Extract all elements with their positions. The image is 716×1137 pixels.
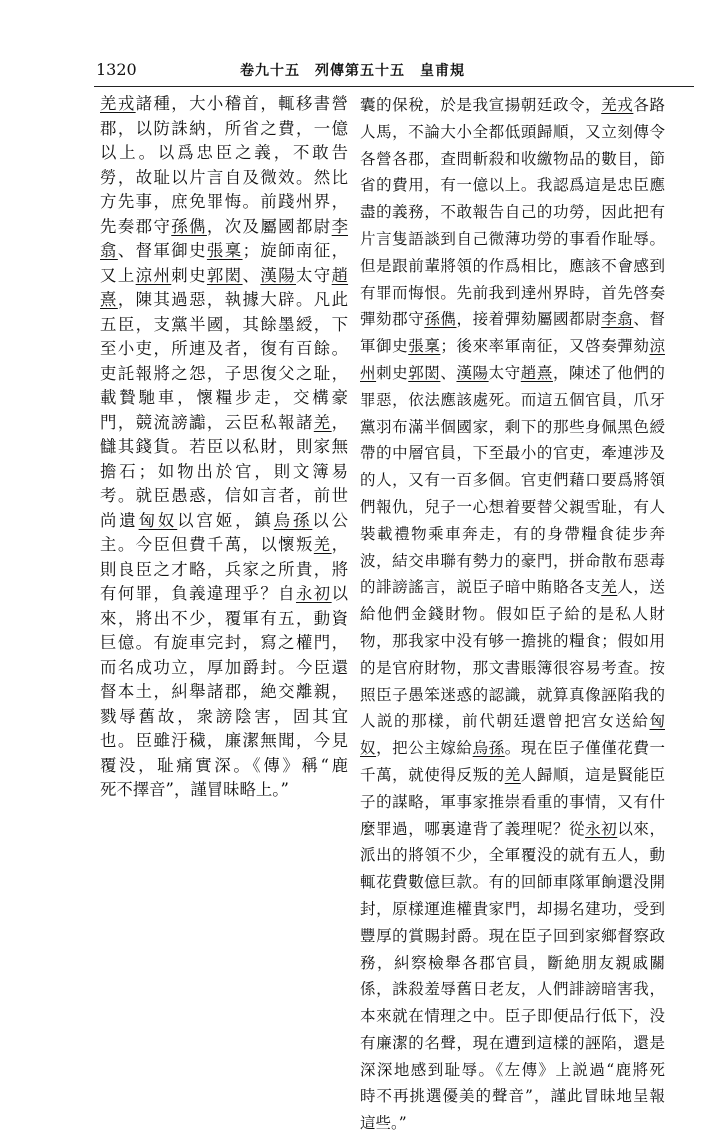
text-segment: 諸種，大小稽首，輒移書營 (135, 94, 349, 113)
text-segment: 以來， (617, 819, 665, 838)
translation-line (360, 1003, 665, 1030)
text-segment: 勞，故耻以片言自及微效。然比 (100, 167, 348, 187)
proper-name: 羌 (313, 412, 332, 432)
classical-line (100, 558, 348, 583)
text-segment: 讎其錢貨。若臣以私財，則家無 (100, 437, 348, 456)
classical-line (100, 680, 348, 705)
translation-line (360, 306, 665, 333)
classical-line (100, 166, 348, 191)
text-segment: 這些。” (360, 1114, 407, 1133)
text-segment: 子的謀略，軍事家推崇看重的事情，又有什 (360, 792, 665, 811)
translation-line (360, 923, 665, 950)
text-segment: 囊的保稅，於是我宣揚朝廷政令， (360, 96, 602, 114)
translation-line (360, 789, 665, 816)
text-segment: 至小吏，所連及者，復有百餘。 (100, 339, 348, 358)
text-segment: 裝載禮物乘車奔走，有的身帶糧食徒步奔 (360, 524, 665, 543)
classical-line (100, 705, 348, 730)
text-segment: 盡的義務，不敢報告自己的功勞，因此把有 (360, 203, 665, 222)
text-segment: 人説的那樣，前代朝廷還曾把宫女送給 (360, 712, 650, 731)
text-segment: 人馬，不論大小全都低頭歸順，又立刻傳令 (360, 122, 665, 141)
text-segment: 各營各郡，查問斬殺和收繳物品的數目，節 (360, 149, 665, 168)
translation-line (360, 440, 665, 467)
translation-line (360, 896, 665, 923)
text-segment: 太守 (296, 265, 332, 285)
text-segment: 巨億。有旋車完封，寫之權門， (100, 633, 348, 652)
proper-name: 永初 (295, 584, 332, 603)
text-segment: 千萬，就使得反叛的 (360, 765, 505, 784)
text-segment: 係，誅殺羞辱舊日老友，人們誹謗暗害我， (360, 980, 665, 999)
translation-line (360, 172, 665, 199)
text-segment: 刺史 (171, 265, 207, 285)
text-segment: 又上 (100, 265, 136, 285)
proper-name: 州 (360, 363, 377, 382)
text-segment: 時不再挑選優美的聲音”，謹此冒昧地呈報 (360, 1087, 665, 1106)
text-segment: ，把公主嫁給 (376, 739, 473, 758)
classical-line (100, 411, 348, 436)
text-segment: 彈劾郡守 (360, 310, 425, 329)
translation-line (360, 655, 665, 682)
text-segment: 、 (440, 363, 457, 382)
classical-line (100, 533, 348, 558)
text-segment: 封，原樣運進權貴家門，却揚名建功，受到 (360, 899, 665, 918)
text-segment: 擔石；如物出於官，則文簿易 (100, 461, 348, 481)
translation-line (360, 199, 665, 226)
classical-text-column (100, 92, 348, 803)
proper-name: 羌戎 (601, 96, 634, 114)
translation-line (360, 1083, 665, 1110)
classical-line (100, 631, 348, 656)
classical-line (100, 117, 348, 142)
translation-line (360, 735, 665, 762)
proper-name: 奴 (360, 739, 377, 758)
proper-name: 涼州 (135, 265, 172, 285)
text-segment: 、 (242, 265, 261, 285)
translation-line (360, 682, 665, 709)
proper-name: 郭閎 (408, 363, 441, 382)
classical-line (100, 778, 348, 803)
proper-name: 羌 (504, 765, 521, 784)
translation-line (360, 119, 665, 146)
translation-line (360, 976, 665, 1003)
proper-name: 張稟 (408, 337, 441, 356)
translation-line (360, 762, 665, 789)
translation-line (360, 467, 665, 494)
proper-name: 李翕 (601, 310, 634, 329)
text-segment: 的誹謗謠言，説臣子暗中賄賂各支 (360, 578, 602, 597)
text-segment: 波，結交串聯有勢力的豪門，拼命散布惡毒 (360, 551, 665, 570)
proper-name: 趙熹 (520, 363, 553, 382)
text-segment: 帶的中層官員，下至最小的官吏，牽連涉及 (360, 444, 665, 463)
classical-line (100, 607, 348, 632)
text-segment: 有罪而悔恨。先前我到達州界時，首先啓奏 (360, 283, 665, 302)
classical-line (100, 386, 348, 411)
text-segment: 物，那我家中没有够一擔挑的糧食；假如用 (360, 631, 665, 650)
translation-line (360, 253, 665, 280)
translation-line (360, 950, 665, 977)
text-segment: 照臣子愚笨迷惑的認識，就算真像誣陷我的 (360, 685, 665, 704)
text-segment: 派出的將領不少，全軍覆没的就有五人，動 (360, 846, 665, 865)
text-segment: 務，糾察檢舉各郡官員，斷絶朋友親戚關 (360, 953, 665, 972)
classical-line (100, 264, 348, 289)
translation-line (360, 226, 665, 253)
text-segment: ；後來率軍南征，又啓奏彈劾 (440, 337, 650, 356)
translation-line (360, 628, 665, 655)
translation-line (360, 146, 665, 173)
classical-line (100, 190, 348, 215)
text-segment: 給他們金錢財物。假如臣子給的是私人財 (360, 605, 665, 624)
translation-line (360, 708, 665, 735)
text-segment: 本來就在情理之中。臣子即便品行低下，没 (360, 1007, 665, 1026)
classical-line (100, 509, 348, 534)
translation-line (360, 869, 665, 896)
proper-name: 匈奴 (138, 510, 178, 530)
text-segment: 輒花費數億巨款。有的回師車隊軍餉還没開 (360, 873, 665, 892)
classical-line (100, 582, 348, 607)
text-segment: 郡，以防誅納，所省之費，一億 (100, 118, 348, 138)
text-segment: 深深地感到耻辱。《左傳》上説過“鹿將死 (360, 1060, 665, 1079)
translation-line (360, 387, 665, 414)
text-segment: 們報仇，兒子一心想着要替父親雪耻，有人 (360, 497, 665, 516)
text-segment: 門，競流謗讟，云臣私報諸 (100, 412, 314, 432)
text-segment: 的人，又有一百多個。官吏們藉口要爲將領 (360, 471, 665, 490)
classical-line (100, 215, 348, 240)
translation-line (360, 360, 665, 387)
translation-line (360, 1110, 665, 1137)
translation-line (360, 414, 665, 441)
text-segment: 以上。以爲忠臣之義，不敢告 (100, 143, 348, 162)
translation-line (360, 521, 665, 548)
proper-name: 烏孫 (273, 510, 313, 530)
proper-name: 漢陽 (260, 265, 297, 285)
classical-line (100, 656, 348, 681)
text-segment: 省的費用，有一億以上。我認爲這是忠臣應 (360, 176, 665, 195)
text-segment: 以宫姬，鎮 (177, 510, 274, 530)
proper-name: 羌 (601, 578, 618, 597)
text-segment: 覆没，耻痛實深。《傳》稱“鹿 (100, 755, 348, 775)
text-segment: 、督 (633, 310, 665, 329)
classical-line (100, 729, 348, 754)
proper-name: 熹 (100, 290, 118, 309)
proper-name: 李 (331, 216, 349, 236)
translation-line (360, 1030, 665, 1057)
translation-line (360, 816, 665, 843)
text-segment: ，接着彈劾屬國都尉 (456, 310, 602, 329)
text-segment: 則良臣之才略，兵家之所貴，將 (100, 559, 348, 579)
text-segment: 豐厚的賞賜封爵。現在臣子回到家鄉督察政 (360, 926, 665, 945)
proper-name: 羌 (313, 535, 332, 554)
text-segment: 督本土，糾舉諸郡，絶交離親， (100, 682, 348, 701)
text-segment: 太守 (488, 363, 521, 382)
text-segment: 五臣，支黨半國，其餘墨綬，下 (100, 314, 348, 334)
text-segment: ，陳其過惡，執據大辟。凡此 (117, 290, 349, 309)
text-segment: 尚遺 (100, 510, 139, 530)
proper-name: 烏孫 (472, 739, 505, 758)
classical-line (100, 239, 348, 264)
proper-name: 趙 (331, 265, 349, 285)
translation-line (360, 601, 665, 628)
page-number: 1320 (96, 60, 137, 79)
classical-line (100, 435, 348, 460)
text-segment: 有廉潔的名聲，現在遭到這樣的誣陷，還是 (360, 1033, 665, 1052)
proper-name: 孫儁 (424, 310, 457, 329)
running-head: 卷九十五 列傳第五十五 皇甫規 (240, 63, 465, 79)
classical-line (100, 313, 348, 338)
text-segment: 人，送 (617, 578, 665, 597)
text-segment: 軍御史 (360, 337, 409, 356)
text-segment: 主。今臣但費千萬，以懷叛 (100, 535, 314, 554)
classical-line (100, 362, 348, 387)
classical-line (100, 754, 348, 779)
proper-name: 涼 (649, 337, 665, 356)
text-segment: 戮辱舊故，衆謗陰害，固其宜 (100, 706, 348, 726)
header-rule (94, 86, 694, 87)
translation-line (360, 92, 665, 119)
text-segment: 以 (331, 584, 349, 603)
text-segment: 刺史 (376, 363, 409, 382)
text-segment: ， (331, 535, 349, 554)
classical-line (100, 484, 348, 509)
translation-line (360, 333, 665, 360)
text-segment: ，次及屬國都尉 (206, 216, 332, 236)
proper-name: 張稟 (206, 241, 243, 260)
text-segment: 罪惡，依法應該處死。而這五個官員，爪牙 (360, 390, 665, 409)
text-segment: 片言隻語談到自己微薄功勞的事看作耻辱。 (360, 229, 665, 248)
classical-line (100, 288, 348, 313)
translation-line (360, 280, 665, 307)
text-segment: 黨羽布滿半個國家，剩下的那些身佩黑色綬 (360, 417, 665, 436)
text-segment: ，陳述了他們的 (552, 363, 665, 382)
translation-line (360, 842, 665, 869)
text-segment: 人歸順，這是賢能臣 (520, 765, 665, 784)
classical-line (100, 141, 348, 166)
text-segment: 也。臣雖汙穢，廉潔無聞，今見 (100, 731, 348, 750)
translation-line (360, 574, 665, 601)
classical-line (100, 92, 348, 117)
text-segment: 以公 (312, 510, 349, 530)
translation-text-column (360, 92, 665, 1137)
proper-name: 郭閎 (206, 265, 243, 285)
text-segment: 有何罪，負義違理乎？自 (100, 584, 296, 603)
text-segment: 但是跟前輩將領的作爲相比，應該不會感到 (360, 256, 665, 275)
text-segment: 。現在臣子僅僅花費一 (504, 739, 665, 758)
text-segment: 各路 (633, 96, 665, 114)
translation-line (360, 494, 665, 521)
classical-line (100, 460, 348, 485)
proper-name: 匈 (649, 712, 665, 731)
proper-name: 翕 (100, 241, 118, 260)
text-segment: 死不擇音”，謹冒昧略上。” (100, 780, 289, 799)
text-segment: ；旋師南征， (242, 241, 349, 260)
proper-name: 永初 (585, 819, 618, 838)
proper-name: 孫儁 (171, 216, 207, 236)
proper-name: 羌戎 (100, 94, 136, 113)
classical-line (100, 337, 348, 362)
text-segment: ， (331, 412, 349, 432)
translation-line (360, 548, 665, 575)
text-segment: 吏託報將之怨，子思復父之耻， (100, 363, 348, 383)
text-segment: 載贄馳車，懷糧步走，交構豪 (100, 388, 348, 407)
translation-line (360, 1057, 665, 1084)
text-segment: 、督軍御史 (117, 241, 207, 260)
text-segment: 的是官府財物，那文書賬簿很容易考查。按 (360, 658, 665, 677)
text-segment: 方先事，庶免罪悔。前踐州界， (100, 192, 348, 211)
text-segment: 麼罪過，哪裏違背了義理呢？從 (360, 819, 586, 838)
proper-name: 漢陽 (456, 363, 489, 382)
text-segment: 先奏郡守 (100, 216, 172, 236)
text-segment: 考。就臣愚惑，信如言者，前世 (100, 486, 348, 505)
text-segment: 而名成功立，厚加爵封。今臣還 (100, 657, 348, 677)
text-segment: 來，將出不少，覆軍有五，動資 (100, 608, 348, 628)
